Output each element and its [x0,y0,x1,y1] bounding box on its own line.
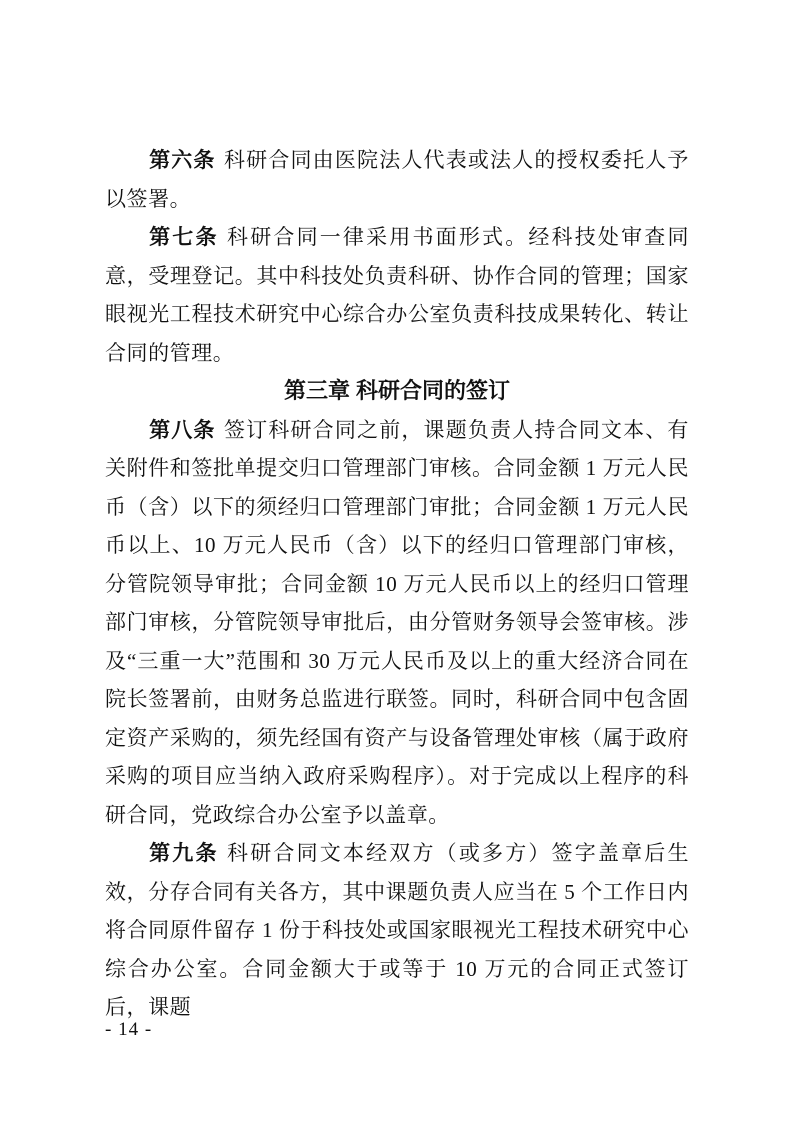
page-number: - 14 - [105,1019,153,1040]
article-6-paragraph [105,141,689,218]
article-9-paragraph [105,834,689,1027]
article-8-paragraph [105,411,689,835]
article-7-paragraph [105,218,689,372]
article-7-label: 第七条 [149,225,219,249]
article-9-text: 科研合同文本经双方（或多方）签字盖章后生效，分存合同有关各方，其中课题负责人应当在 5 个工作日内将合同原件留存 1 份于科技处或国家眼视光工程技术研究中心综合办公室。合同金额大于或等于 10 万元的合同正式签订后，课题 [105,841,689,1019]
document-content [105,141,689,1027]
article-9-label: 第九条 [149,841,219,865]
chapter-heading: 第三章 科研合同的签订 [283,378,511,403]
article-8-label: 第八条 [149,417,216,442]
article-6-text: 科研合同由医院法人代表或法人的授权委托人予以签署。 [105,148,689,211]
article-8-text: 签订科研合同之前，课题负责人持合同文本、有关附件和签批单提交归口管理部门审核。合同金额 1 万元人民币（含）以下的须经归口管理部门审批；合同金额 1 万元人民币以上、10 万元人民币（含）以下的经归口管理部门审核，分管院领导审批；合同金额 10 万元人民币以上的经归口管理部门审核，分管院领导审批后，由分管财务领导会签审核。涉及“三重一大”范围和 30 万元人民币及以上的重大经济合同在院长签署前，由财务总监进行联签。同时，科研合同中包含固定资产采购的，须先经国有资产与设备管理处审核（属于政府采购的项目应当纳入政府采购程序）。对于完成以上程序的科研合同，党政综合办公室予以盖章。 [105,417,689,827]
article-6-label: 第六条 [149,148,216,172]
article-7-text: 科研合同一律采用书面形式。经科技处审查同意，受理登记。其中科技处负责科研、协作合同的管理；国家眼视光工程技术研究中心综合办公室负责科技成果转化、转让合同的管理。 [105,225,689,365]
